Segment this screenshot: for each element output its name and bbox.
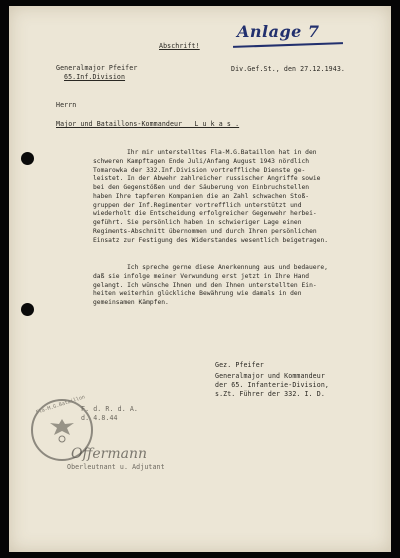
body-line: gruppen der Inf.Regimenter vortrefflich unterstützt und: [93, 201, 302, 209]
header-note: Abschrift!: [159, 42, 200, 50]
annotation-underline: [233, 42, 343, 48]
body-line: heiten weiterhin glückliche Bewährung wie damals in den: [93, 290, 302, 298]
signature-line-3: der 65. Infanterie-Division,: [215, 381, 329, 389]
body-line: Tomarowka der 332.Inf.Division vortreffliche Dienste ge-: [93, 166, 306, 174]
recipient: Major und Bataillons-Kommandeur L u k a s .: [56, 120, 240, 128]
place-date: Div.Gef.St., den 27.12.1943.: [231, 65, 345, 73]
punch-hole: [21, 303, 34, 316]
punch-hole: [21, 152, 34, 165]
handwritten-signature: Offermann: [71, 446, 148, 462]
stamp-text: Fla-M.G.Bataillon: [35, 394, 86, 416]
eagle-emblem-icon: [47, 415, 77, 445]
body-line: haben Ihre tapferen Kompanien die an Zahl schwachen Stoß-: [93, 192, 310, 200]
certification-name: Oberleutnant u. Adjutant: [67, 463, 165, 471]
body-line: gelangt. Ich wünsche Ihnen und den Ihnen unterstellten Ein-: [93, 281, 317, 289]
body-line: gemeinsamen Kämpfen.: [93, 299, 169, 306]
body-line: Regiments-Abschnitt übernommen und durch Ihren persönlichen: [93, 227, 317, 235]
salutation: Herrn: [56, 101, 77, 109]
body-line: wiederholt die Entscheidung erfolgreicher Gegenwehr herbei-: [93, 210, 317, 218]
handwritten-annotation: Anlage 7: [237, 22, 320, 41]
certification-line-2: d. 4.8.44: [81, 414, 118, 422]
signature-line-4: s.Zt. Führer der 332. I. D.: [215, 390, 325, 398]
body-line: daß sie infolge meiner Verwundung erst jetzt in Ihre Hand: [93, 272, 310, 280]
body-line: geführt. Sie persönlich haben in schwieriger Lage einen: [93, 219, 302, 226]
certification-line-1: F. d. R. d. A.: [81, 405, 138, 413]
body-line: bei den Gegenstößen und der Säuberung von Einbruchstellen: [93, 184, 310, 191]
signature-line-1: Gez. Pfeifer: [215, 361, 264, 369]
body-line: leistet. In der Abwehr zahlreicher russischer Angriffe sowie: [93, 175, 321, 183]
sender-unit: 65.Inf.Division: [64, 73, 126, 81]
body-line: Ihr mir unterstelltes Fla-M.G.Bataillon hat in den: [127, 149, 317, 156]
body-line: Ich spreche gerne diese Anerkennung aus und bedauere,: [127, 264, 328, 271]
document-page: [9, 6, 391, 552]
body-line: Einsatz zur Festigung des Widerstandes wesentlich beigetragen.: [93, 236, 329, 244]
signature-line-2: Generalmajor und Kommandeur: [215, 372, 325, 380]
sender-name: Generalmajor Pfeifer: [56, 64, 138, 72]
body-line: schweren Kampftagen Ende Juli/Anfang August 1943 nördlich: [93, 157, 310, 165]
